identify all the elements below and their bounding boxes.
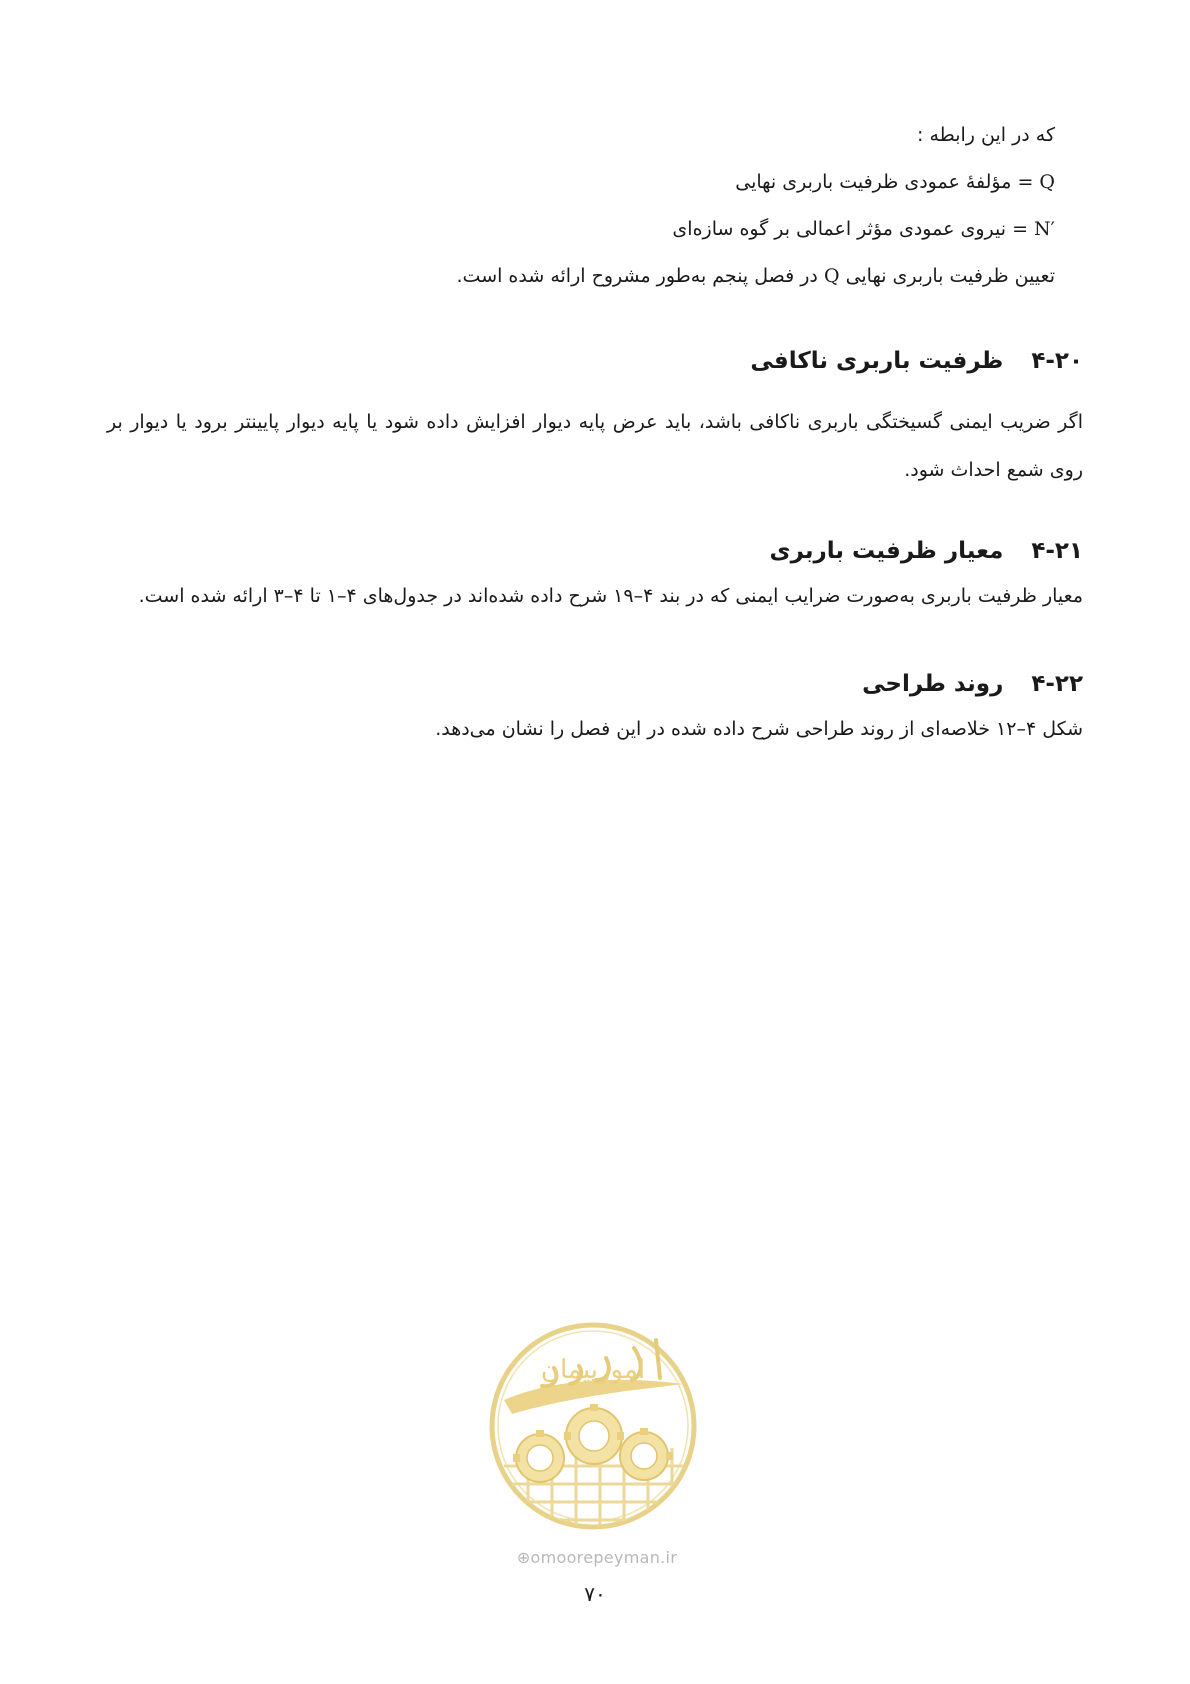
definition-n-text: = نیروی عمودی مؤثر اعمالی بر گوه سازه‌ای: [672, 218, 1028, 240]
section-body-4-21: معیار ظرفیت باربری به‌صورت ضرایب ایمنی که در بند ۴–۱۹ شرح داده شده‌اند در جدول‌های ۴–۱ تا ۴–۳ ارائه شده است.: [138, 585, 1083, 607]
section-heading-4-21: [770, 534, 1083, 568]
section-number: ۴-۲۱: [1031, 538, 1083, 564]
section-number: ۴-۲۲: [1031, 671, 1083, 697]
section-title: ظرفیت باربری ناکافی: [750, 348, 1004, 374]
definition-q-text: = مؤلفهٔ عمودی ظرفیت باربری نهایی: [735, 171, 1034, 193]
definition-n: [672, 215, 1055, 243]
section-title: معیار ظرفیت باربری: [769, 538, 1004, 564]
section-heading-4-20: [750, 344, 1083, 378]
definition-note: تعیین ظرفیت باربری نهایی Q در فصل پنجم به‌طور مشروح ارائه شده است.: [456, 265, 1055, 287]
section-title: روند طراحی: [862, 671, 1004, 697]
definitions-intro: که در این رابطه :: [917, 124, 1055, 146]
site-url: omoorepeyman.ir: [530, 1548, 678, 1567]
symbol-q-note: Q: [823, 265, 840, 287]
watermark-logo-text: امورپیمان: [540, 1355, 646, 1385]
section-body-4-22: شکل ۴–۱۲ خلاصه‌ای از روند طراحی شرح داده شده در این فصل را نشان می‌دهد.: [435, 718, 1083, 740]
section-number: ۴-۲۰: [1031, 348, 1083, 374]
page-number: ۷۰: [584, 1582, 606, 1606]
globe-icon: ⊕: [516, 1548, 531, 1567]
watermark-site: [497, 1548, 697, 1567]
section-heading-4-22: [862, 667, 1083, 701]
section-body-4-20: اگر ضریب ایمنی گسیختگی باربری ناکافی باشد، باید عرض پایه دیوار افزایش داده شود یا پایه دیوار پایینتر برود یا دیوار بر روی شمع احداث شود.: [107, 411, 1083, 481]
watermark-logo: [484, 1318, 702, 1546]
symbol-q: Q: [1039, 171, 1055, 193]
definition-q: [735, 168, 1055, 196]
symbol-n-prime: N′: [1034, 218, 1055, 240]
